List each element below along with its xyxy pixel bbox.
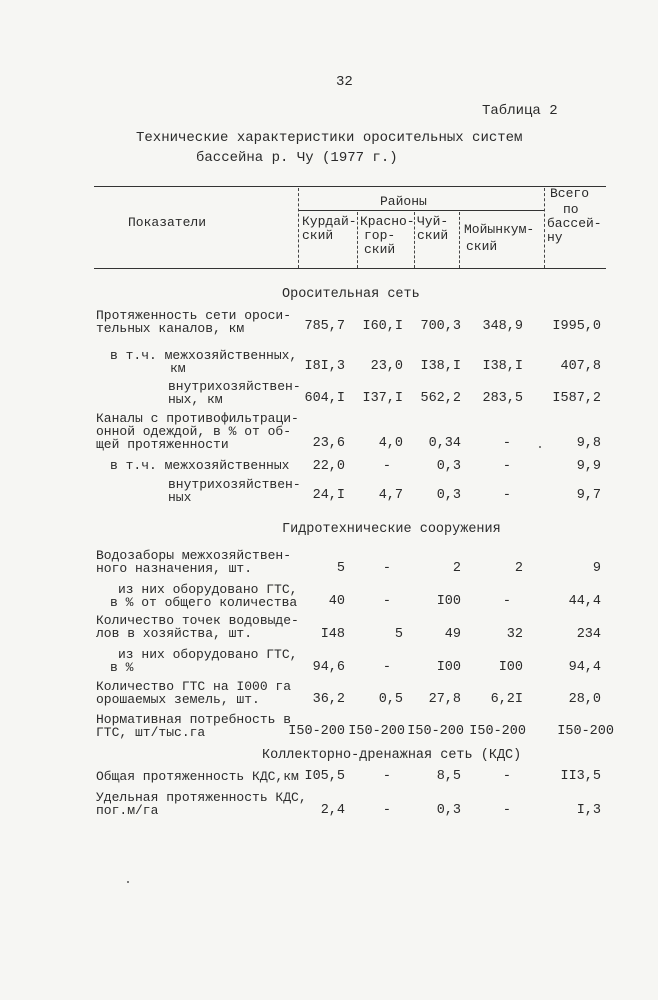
table-cell: - bbox=[382, 769, 391, 784]
table-cell: 27,8 bbox=[428, 692, 461, 707]
table-cell: 23,0 bbox=[370, 359, 403, 374]
table-cell: 348,9 bbox=[482, 319, 523, 334]
row-label: орошаемых земель, шт. bbox=[96, 692, 260, 707]
row-label: ных, км bbox=[168, 392, 223, 407]
table-cell: 36,2 bbox=[312, 692, 345, 707]
section-irrigation: Оросительная сеть bbox=[282, 287, 420, 302]
header-krasno-2: гор- bbox=[364, 228, 396, 243]
scan-speck bbox=[127, 881, 129, 883]
table-cell: 4,7 bbox=[378, 488, 403, 503]
table-cell: 2,4 bbox=[320, 803, 345, 818]
table-cell: 6,2I bbox=[490, 692, 523, 707]
row-label: в % от общего количества bbox=[110, 595, 298, 610]
row-label: Протяженность сети ороси- bbox=[96, 308, 292, 323]
header-chuy-1: Чуй- bbox=[417, 214, 449, 229]
table-cell: 562,2 bbox=[420, 391, 461, 406]
table-cell: 785,7 bbox=[304, 319, 345, 334]
row-label: ГТС, шт/тыс.га bbox=[96, 725, 206, 740]
row-label: внутрихозяйствен- bbox=[168, 477, 301, 492]
row-label: тельных каналов, км bbox=[96, 321, 245, 336]
table-cell: I37,I bbox=[362, 391, 403, 406]
section-drainage: Коллекторно-дренажная сеть (КДС) bbox=[262, 748, 522, 763]
header-total-3: бассей- bbox=[547, 216, 602, 231]
header-moyn-1: Мойынкум- bbox=[464, 222, 535, 237]
header-chuy-2: ский bbox=[417, 228, 449, 243]
header-total-1: Всего bbox=[550, 186, 590, 201]
table-cell: I50-200 bbox=[288, 724, 345, 739]
table-cell: 2 bbox=[514, 561, 523, 576]
table-cell: 0,3 bbox=[436, 488, 461, 503]
table-cell: 234 bbox=[576, 627, 601, 642]
header-total-2: по bbox=[563, 202, 579, 217]
row-label: Количество ГТС на I000 га bbox=[96, 679, 292, 694]
row-label: Количество точек водовыде- bbox=[96, 613, 299, 628]
table-cell: - bbox=[382, 594, 391, 609]
table-cell: I50-200 bbox=[348, 724, 405, 739]
row-label: Нормативная потребность в bbox=[96, 712, 292, 727]
table-cell: - bbox=[502, 459, 511, 474]
table-cell: II3,5 bbox=[560, 769, 601, 784]
table-cell: 283,5 bbox=[482, 391, 523, 406]
table-cell: I00 bbox=[436, 660, 461, 675]
row-label: Удельная протяженность КДС, bbox=[96, 790, 307, 805]
table-cell: 28,0 bbox=[568, 692, 601, 707]
table-cell: - bbox=[502, 436, 511, 451]
table-cell: 24,I bbox=[312, 488, 345, 503]
row-label: Водозаборы межхозяйствен- bbox=[96, 548, 292, 563]
table-cell: I05,5 bbox=[304, 769, 345, 784]
table-cell: 9 bbox=[592, 561, 601, 576]
table-cell: I60,I bbox=[362, 319, 403, 334]
table-cell: 23,6 bbox=[312, 436, 345, 451]
table-cell: I38,I bbox=[420, 359, 461, 374]
table-cell: 22,0 bbox=[312, 459, 345, 474]
row-label: внутрихозяйствен- bbox=[168, 379, 301, 394]
table-cell: I50-200 bbox=[469, 724, 526, 739]
table-cell: 94,6 bbox=[312, 660, 345, 675]
row-label: Каналы с противофильтраци- bbox=[96, 411, 299, 426]
header-kurday-2: ский bbox=[302, 228, 334, 243]
row-label: из них оборудовано ГТС, bbox=[118, 582, 298, 597]
table-cell: 9,8 bbox=[576, 436, 601, 451]
table-label: Таблица 2 bbox=[482, 103, 558, 119]
header-indicators: Показатели bbox=[128, 215, 207, 230]
row-label: км bbox=[170, 361, 186, 376]
row-label: онной одеждой, в % от об- bbox=[96, 424, 292, 439]
table-title-line-2: бассейна р. Чу (1977 г.) bbox=[196, 150, 398, 166]
table-cell: I00 bbox=[436, 594, 461, 609]
row-label: в т.ч. межхозяйственных bbox=[110, 458, 290, 473]
header-kurday-1: Курдай- bbox=[302, 214, 357, 229]
table-cell: 700,3 bbox=[420, 319, 461, 334]
table-cell: - bbox=[382, 660, 391, 675]
page-number: 32 bbox=[336, 74, 353, 90]
table-cell: 0,3 bbox=[436, 803, 461, 818]
header-total-4: ну bbox=[547, 230, 563, 245]
table-cell: 407,8 bbox=[560, 359, 601, 374]
table-title-line-1: Технические характеристики оросительных систем bbox=[136, 130, 523, 146]
table-cell: 5 bbox=[394, 627, 403, 642]
row-label: лов в хозяйства, шт. bbox=[96, 626, 253, 641]
table-cell: - bbox=[382, 459, 391, 474]
table-cell: - bbox=[502, 594, 511, 609]
table-cell: 0,5 bbox=[378, 692, 403, 707]
header-moyn-2: ский bbox=[466, 239, 498, 254]
section-hydro: Гидротехнические сооружения bbox=[282, 522, 501, 537]
scan-speck bbox=[539, 446, 541, 448]
header-bottom-rule bbox=[94, 268, 606, 269]
table-cell: 0,3 bbox=[436, 459, 461, 474]
col-sep-5 bbox=[544, 188, 545, 268]
table-cell: 9,7 bbox=[576, 488, 601, 503]
row-label: из них оборудовано ГТС, bbox=[118, 647, 298, 662]
table-cell: I,3 bbox=[576, 803, 601, 818]
table-cell: I587,2 bbox=[552, 391, 601, 406]
table-cell: 5 bbox=[336, 561, 345, 576]
table-cell: I38,I bbox=[482, 359, 523, 374]
districts-rule bbox=[298, 210, 544, 211]
table-cell: 604,I bbox=[304, 391, 345, 406]
row-label: ных bbox=[168, 490, 192, 505]
table-cell: I00 bbox=[498, 660, 523, 675]
header-krasno-1: Красно- bbox=[360, 214, 415, 229]
table-cell: 0,34 bbox=[428, 436, 461, 451]
table-cell: I995,0 bbox=[552, 319, 601, 334]
table-cell: - bbox=[502, 803, 511, 818]
table-cell: - bbox=[382, 803, 391, 818]
table-cell: 40 bbox=[328, 594, 345, 609]
row-label: ного назначения, шт. bbox=[96, 561, 253, 576]
header-top-rule bbox=[94, 186, 606, 187]
row-label: щей протяженности bbox=[96, 437, 229, 452]
header-krasno-3: ский bbox=[364, 242, 396, 257]
col-sep-1 bbox=[298, 188, 299, 268]
table-cell: 8,5 bbox=[436, 769, 461, 784]
header-districts: Районы bbox=[380, 194, 427, 209]
row-label: в т.ч. межхозяйственных, bbox=[110, 348, 298, 363]
col-sep-4 bbox=[459, 212, 460, 268]
table-cell: 32 bbox=[506, 627, 523, 642]
col-sep-2 bbox=[357, 212, 358, 268]
table-cell: I50-200 bbox=[557, 724, 614, 739]
table-cell: 44,4 bbox=[568, 594, 601, 609]
table-cell: - bbox=[502, 488, 511, 503]
row-label: пог.м/га bbox=[96, 803, 159, 818]
table-cell: I48 bbox=[320, 627, 345, 642]
table-cell: 4,0 bbox=[378, 436, 403, 451]
row-label: Общая протяженность КДС,км bbox=[96, 769, 299, 784]
table-cell: 49 bbox=[444, 627, 461, 642]
table-cell: 2 bbox=[452, 561, 461, 576]
table-cell: - bbox=[382, 561, 391, 576]
table-cell: I50-200 bbox=[407, 724, 464, 739]
table-cell: - bbox=[502, 769, 511, 784]
row-label: в % bbox=[110, 660, 134, 675]
table-cell: 9,9 bbox=[576, 459, 601, 474]
table-cell: I8I,3 bbox=[304, 359, 345, 374]
table-cell: 94,4 bbox=[568, 660, 601, 675]
